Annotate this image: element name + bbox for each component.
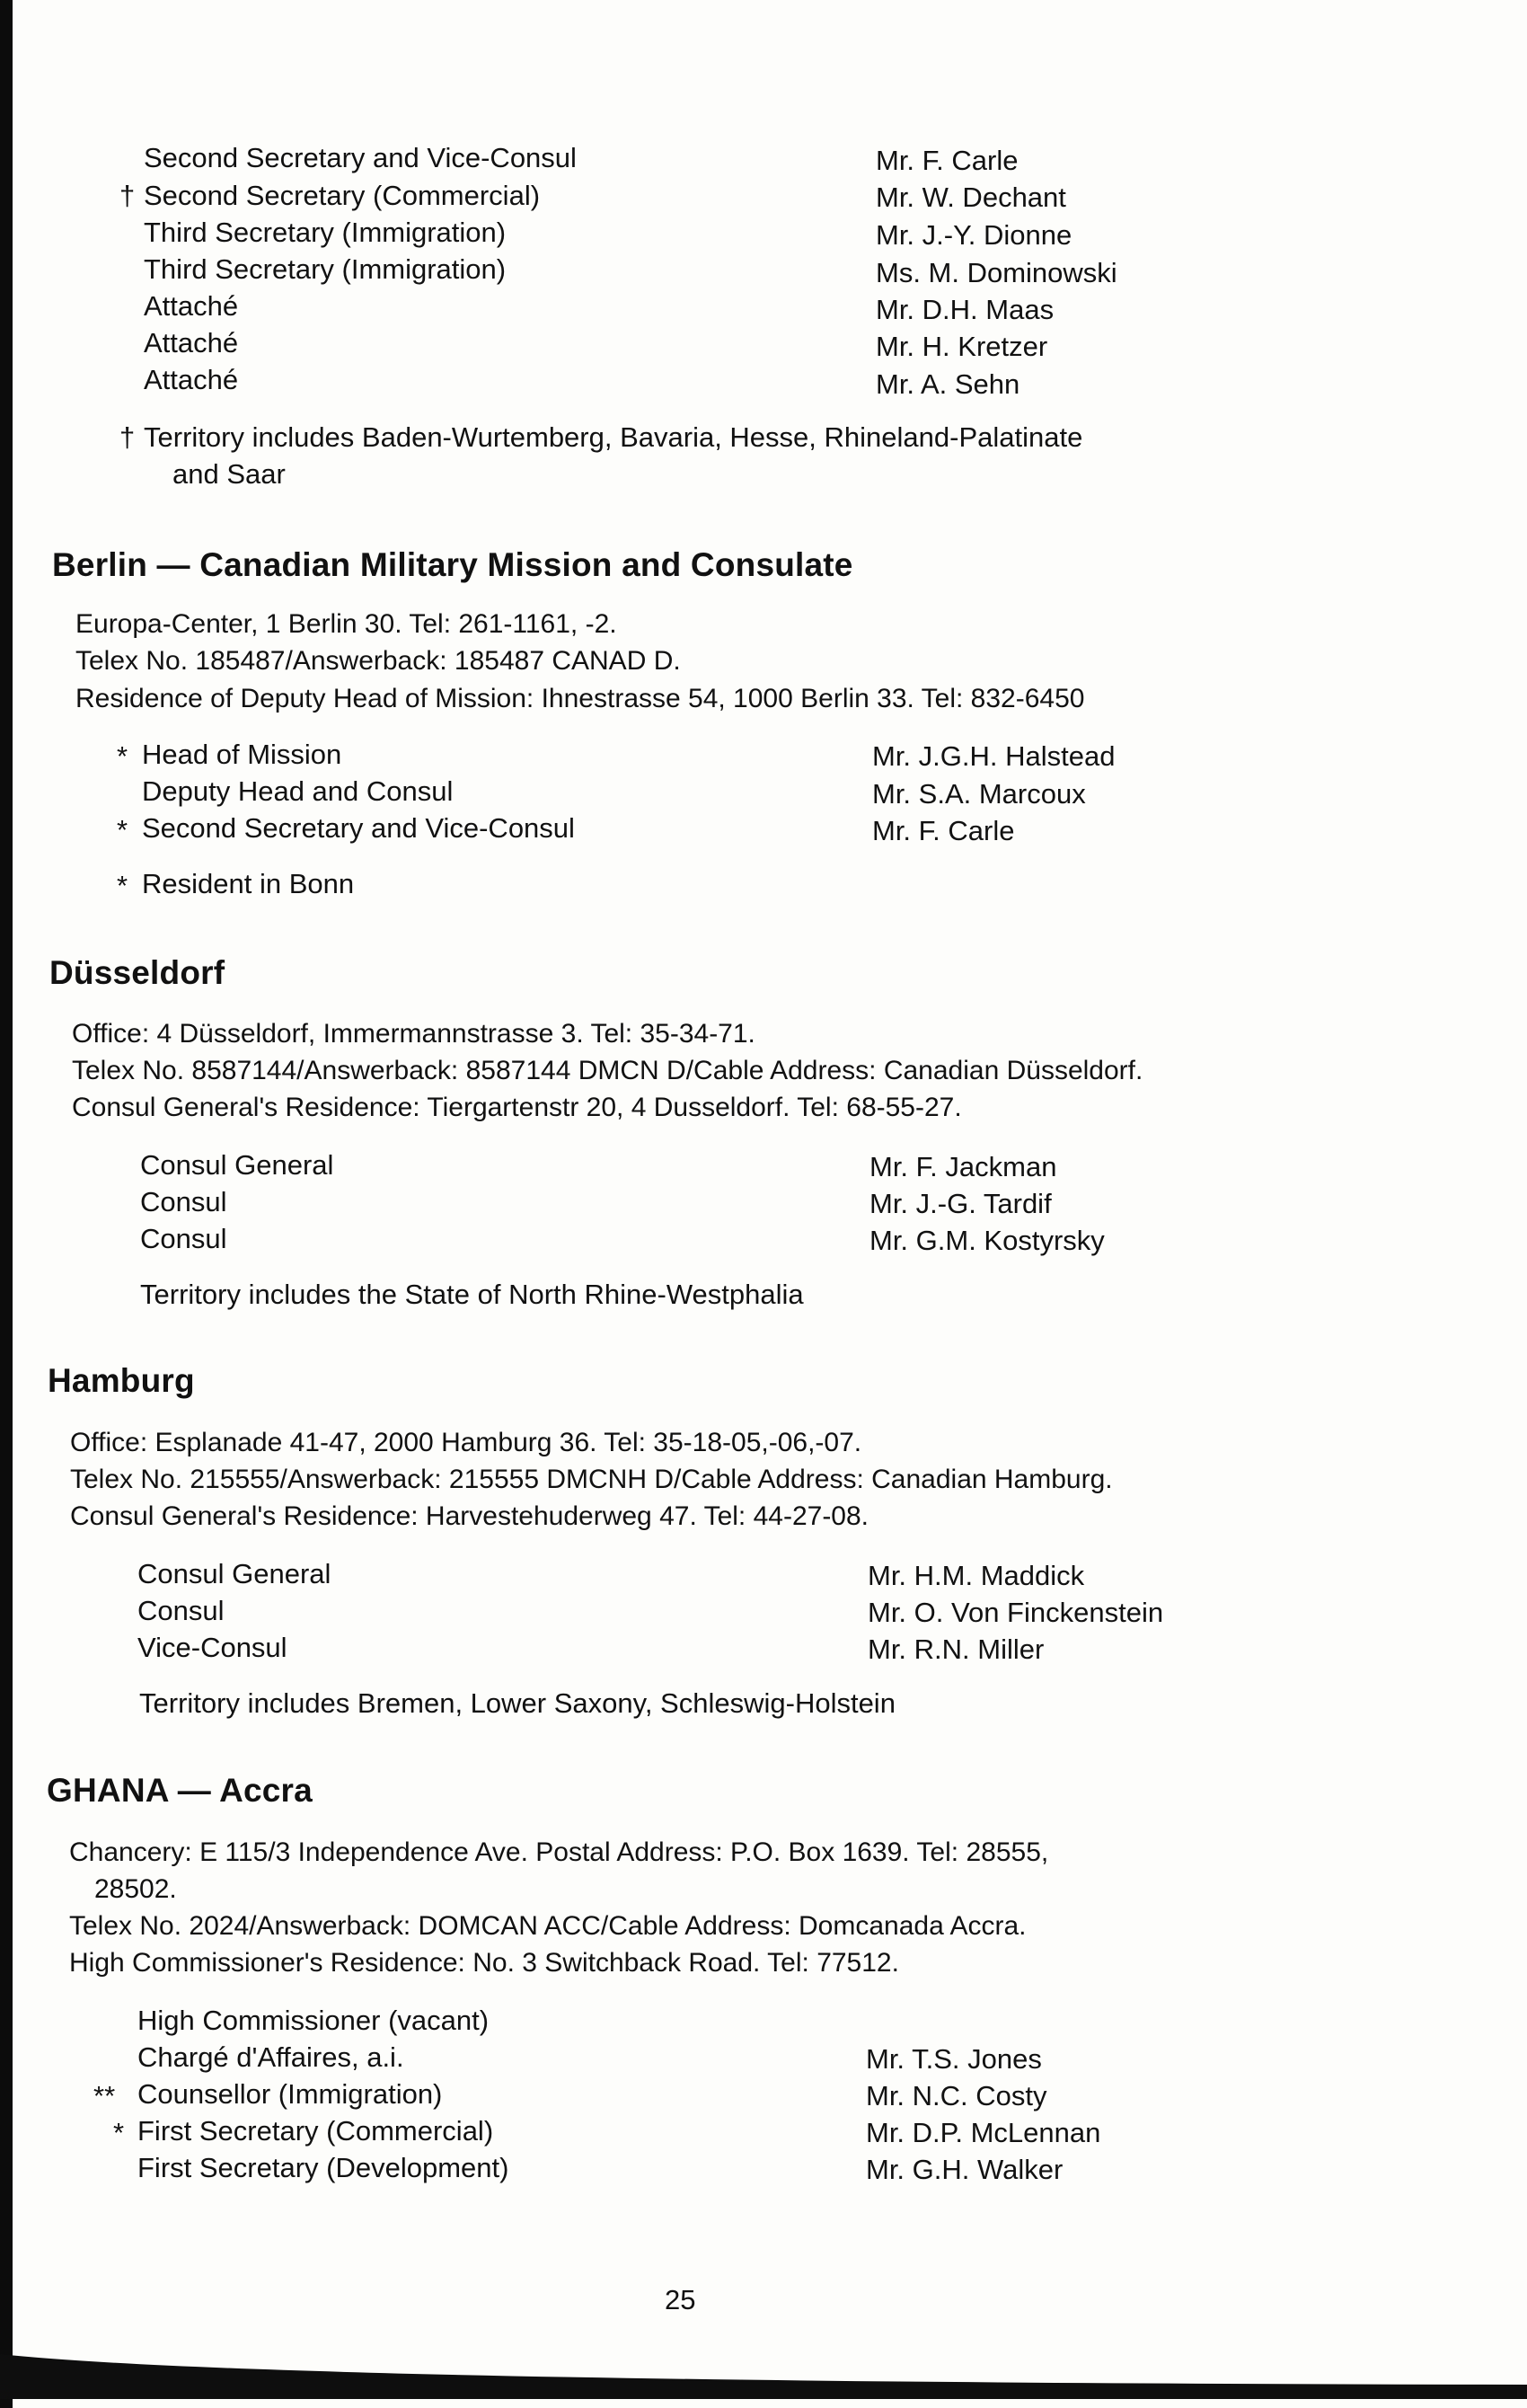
staff-title: Attaché <box>144 290 239 322</box>
staff-title: Consul <box>140 1186 227 1217</box>
staff-name: Mr. J.-G. Tardif <box>869 1188 1052 1219</box>
staff-name: Mr. G.H. Walker <box>866 2154 1064 2185</box>
scan-bottom-edge <box>0 2327 1527 2399</box>
telex-line: Telex No. 215555/Answerback: 215555 DMCNH D/Cable Address: Canadian Hamburg. <box>70 1465 1113 1494</box>
section-heading-hamburg: Hamburg <box>48 1362 195 1399</box>
asterisk-mark: * <box>117 870 128 901</box>
staff-title: Consul General <box>137 1558 331 1589</box>
staff-title: Attaché <box>144 364 239 395</box>
staff-title: Consul <box>137 1595 225 1626</box>
staff-title: Second Secretary and Vice-Consul <box>142 812 575 844</box>
staff-name: Mr. J.-Y. Dionne <box>876 219 1072 251</box>
staff-name: Mr. S.A. Marcoux <box>872 778 1086 810</box>
section-heading-berlin: Berlin — Canadian Military Mission and Consulate <box>52 546 853 583</box>
territory-note: Territory includes Baden-Wurtemberg, Bavaria, Hesse, Rhineland-Palatinate <box>144 421 1083 453</box>
staff-title: Head of Mission <box>142 739 342 770</box>
chancery-line: Chancery: E 115/3 Independence Ave. Postal Address: P.O. Box 1639. Tel: 28555, <box>69 1837 1049 1867</box>
section-heading-dusseldorf: Düsseldorf <box>49 954 225 991</box>
staff-title: First Secretary (Development) <box>137 2152 509 2183</box>
staff-name: Mr. D.H. Maas <box>876 294 1055 325</box>
residence-line: High Commissioner's Residence: No. 3 Switchback Road. Tel: 77512. <box>69 1948 899 1978</box>
staff-name: Mr. O. Von Finckenstein <box>868 1597 1164 1628</box>
staff-name: Ms. M. Dominowski <box>876 257 1117 288</box>
staff-name: Mr. A. Sehn <box>876 368 1020 400</box>
residence-line: Consul General's Residence: Harvestehuderweg 47. Tel: 44-27-08. <box>70 1501 869 1531</box>
staff-name: Mr. T.S. Jones <box>866 2043 1042 2075</box>
residence-line: Residence of Deputy Head of Mission: Ihnestrasse 54, 1000 Berlin 33. Tel: 832-6450 <box>75 684 1085 713</box>
staff-title: Vice-Consul <box>137 1632 287 1663</box>
territory-note: Territory includes the State of North Rhine-Westphalia <box>140 1279 804 1310</box>
staff-title: Attaché <box>144 327 239 359</box>
asterisk-mark: * <box>113 2117 125 2148</box>
address-line: Office: Esplanade 41-47, 2000 Hamburg 36. Tel: 35-18-05,-06,-07. <box>70 1428 862 1457</box>
section-heading-ghana: GHANA — Accra <box>47 1772 313 1809</box>
staff-title: First Secretary (Commercial) <box>137 2115 494 2147</box>
staff-name: Mr. H.M. Maddick <box>868 1560 1085 1591</box>
staff-name: Mr. G.M. Kostyrsky <box>869 1225 1105 1256</box>
telex-line: Telex No. 8587144/Answerback: 8587144 DMCN D/Cable Address: Canadian Düsseldorf. <box>72 1056 1143 1085</box>
staff-title: Deputy Head and Consul <box>142 775 454 807</box>
staff-name: Mr. W. Dechant <box>876 181 1066 213</box>
chancery-line-continued: 28502. <box>94 1874 177 1904</box>
asterisk-mark: * <box>117 814 128 845</box>
staff-name: Mr. F. Jackman <box>869 1151 1057 1182</box>
staff-name: Mr. F. Carle <box>876 145 1019 176</box>
staff-name: Mr. F. Carle <box>872 815 1015 846</box>
staff-title: Consul General <box>140 1149 334 1181</box>
staff-name: Mr. J.G.H. Halstead <box>872 740 1116 772</box>
staff-title: Counsellor (Immigration) <box>137 2078 443 2110</box>
staff-row <box>144 140 577 176</box>
resident-note: Resident in Bonn <box>142 868 355 899</box>
territory-note: and Saar <box>172 458 286 490</box>
staff-title: High Commissioner (vacant) <box>137 2005 490 2036</box>
staff-title: Second Secretary (Commercial) <box>144 180 541 211</box>
staff-name: Mr. D.P. McLennan <box>866 2117 1101 2148</box>
double-asterisk-mark: ** <box>93 2080 116 2111</box>
telex-line: Telex No. 185487/Answerback: 185487 CANAD D. <box>75 646 681 676</box>
staff-name: Mr. R.N. Miller <box>868 1633 1045 1665</box>
staff-name: Mr. N.C. Costy <box>866 2080 1047 2111</box>
staff-title: Consul <box>140 1223 227 1254</box>
staff-title: Third Secretary (Immigration) <box>144 253 507 285</box>
address-line: Office: 4 Düsseldorf, Immermannstrasse 3. Tel: 35-34-71. <box>72 1019 755 1049</box>
dagger-mark: † <box>119 180 136 211</box>
telex-line: Telex No. 2024/Answerback: DOMCAN ACC/Cable Address: Domcanada Accra. <box>69 1911 1027 1941</box>
staff-title: Third Secretary (Immigration) <box>144 217 507 248</box>
staff-name: Mr. H. Kretzer <box>876 331 1048 362</box>
address-line: Europa-Center, 1 Berlin 30. Tel: 261-1161, -2. <box>75 609 617 639</box>
residence-line: Consul General's Residence: Tiergartenstr 20, 4 Dusseldorf. Tel: 68-55-27. <box>72 1093 962 1122</box>
dagger-mark: † <box>119 421 136 453</box>
asterisk-mark: * <box>117 740 128 772</box>
territory-note: Territory includes Bremen, Lower Saxony, Schleswig-Holstein <box>139 1687 896 1719</box>
staff-title: Second Secretary and Vice-Consul <box>144 142 577 173</box>
page-number: 25 <box>665 2284 696 2315</box>
scan-left-edge <box>0 0 13 2408</box>
staff-title: Chargé d'Affaires, a.i. <box>137 2041 404 2073</box>
